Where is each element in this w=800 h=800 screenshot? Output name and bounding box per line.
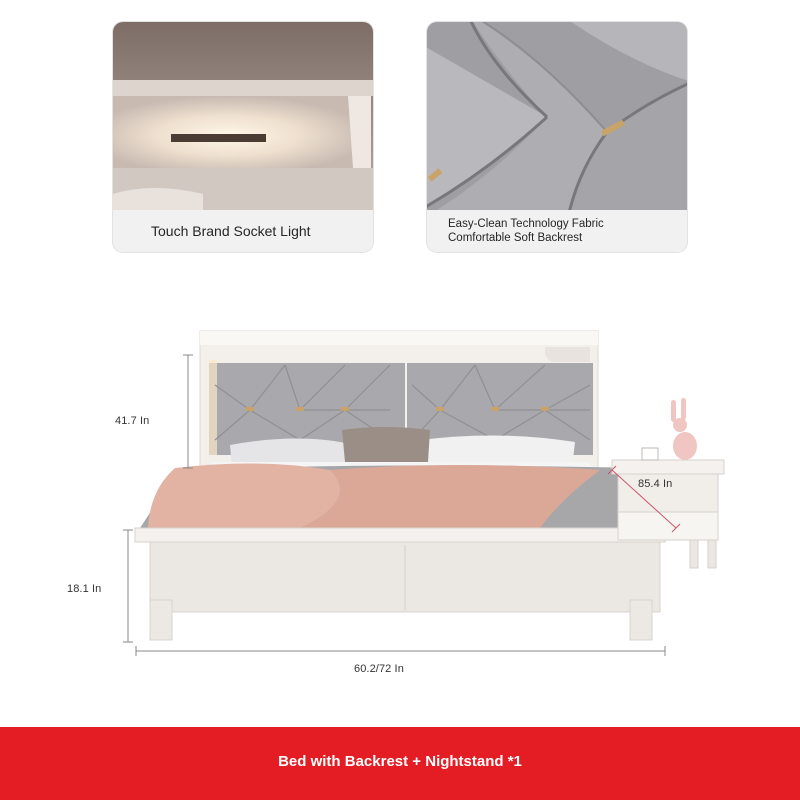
socket-light-label: Touch Brand Socket Light	[151, 223, 311, 239]
bedding	[140, 462, 665, 528]
nightstand-width-label: 85.4 In	[638, 478, 673, 490]
banner-label: Bed with Backrest + Nightstand *1	[278, 753, 522, 770]
bed-frame	[135, 528, 665, 640]
fabric-label-line1: Easy-Clean Technology Fabric	[448, 218, 604, 230]
fabric-label-line2: Comfortable Soft Backrest	[448, 232, 583, 244]
bed-width-label: 60.2/72 In	[354, 663, 404, 675]
bed-height-label: 18.1 In	[67, 583, 102, 595]
product-bundle-banner	[0, 727, 800, 800]
headboard-height-label: 41.7 In	[115, 415, 150, 427]
bunny-figurine	[671, 398, 697, 460]
